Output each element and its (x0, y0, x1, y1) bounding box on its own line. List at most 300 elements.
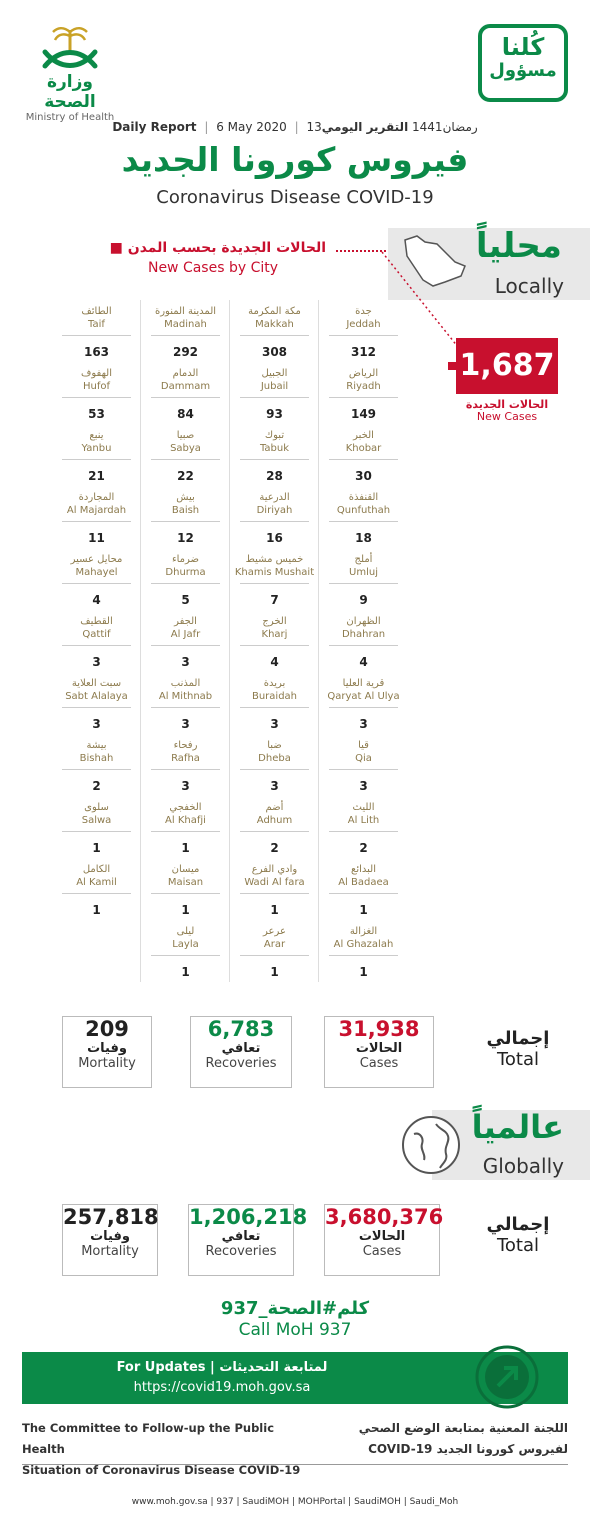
city-name-ar: الخفجي (169, 802, 202, 813)
updates-en: For Updates (116, 1360, 206, 1375)
city-name-en: Al Badaea (338, 877, 389, 888)
local-total-en: Total (496, 1049, 540, 1070)
city-name-ar: ضرماء (171, 554, 200, 565)
global-total-label (468, 1214, 568, 1256)
city-name-en: Maisan (167, 877, 204, 888)
city-row (52, 920, 408, 982)
cell-divider (151, 707, 220, 708)
city-cell (141, 486, 230, 548)
city-cell (230, 424, 319, 486)
report-ar: التقرير اليومي (321, 120, 409, 134)
city-name-ar: محايل عسير (70, 554, 123, 565)
city-name-en: Hufof (82, 381, 111, 392)
city-case-count: 11 (88, 531, 105, 545)
city-name-en: Adhum (256, 815, 293, 826)
cell-divider (151, 521, 220, 522)
city-case-count: 3 (92, 655, 101, 669)
city-case-count: 3 (181, 655, 190, 669)
city-cell (230, 734, 319, 796)
city-name-en: Al Ghazalah (333, 939, 394, 950)
city-case-count: 4 (92, 593, 101, 607)
city-cell (230, 920, 319, 982)
global-cases-ar: الحالات (358, 1229, 406, 1244)
city-name-ar: بيش (176, 492, 195, 503)
city-cell (141, 300, 230, 362)
city-case-count: 5 (181, 593, 190, 607)
masool-text: مسؤول (489, 60, 557, 81)
city-case-count: 3 (181, 779, 190, 793)
city-name-ar: سلوى (84, 802, 109, 813)
city-case-count: 3 (359, 717, 368, 731)
city-cases-grid (52, 300, 408, 982)
city-row (52, 362, 408, 424)
city-case-count: 4 (359, 655, 368, 669)
city-cell (141, 672, 230, 734)
city-cell (52, 300, 141, 362)
cell-divider (62, 583, 131, 584)
committee-en-line1: The Committee to Follow-up the Public Health (22, 1421, 275, 1456)
city-cell (52, 734, 141, 796)
city-name-ar: ليلى (176, 926, 195, 937)
city-cell (230, 610, 319, 672)
city-case-count: 30 (355, 469, 372, 483)
city-name-ar: عرعر (263, 926, 286, 937)
city-name-en: Sabt Alalaya (65, 691, 128, 702)
new-cases-by-city-title-ar: الحالات الجديدة بحسب المدن ■ (109, 240, 326, 256)
cell-divider (151, 335, 220, 336)
committee-ar (318, 1418, 568, 1460)
city-case-count (52, 960, 141, 965)
city-row (52, 424, 408, 486)
city-name-ar: رفحاء (173, 740, 198, 751)
city-case-count: 2 (359, 841, 368, 855)
city-name-en (52, 939, 141, 953)
footer-divider (22, 1464, 568, 1465)
city-name-en: Bishah (79, 753, 114, 764)
city-cell (230, 548, 319, 610)
city-name-en: Dhahran (341, 629, 386, 640)
city-name-en: Qia (355, 753, 372, 764)
new-cases-label-en: New Cases (476, 410, 538, 423)
city-cell (319, 796, 408, 858)
city-name-ar: الدرعية (259, 492, 290, 503)
city-case-count: 21 (88, 469, 105, 483)
city-cell (319, 610, 408, 672)
city-case-count: 18 (355, 531, 372, 545)
city-case-count: 1 (181, 903, 190, 917)
local-recoveries-en: Recoveries (205, 1056, 277, 1071)
global-mortality-card (62, 1204, 158, 1276)
cell-divider (240, 707, 309, 708)
city-cell (230, 362, 319, 424)
city-cell (230, 858, 319, 920)
call-moh-en[interactable]: Call MoH 937 (238, 1320, 352, 1340)
cell-divider (329, 893, 398, 894)
city-cell (319, 548, 408, 610)
city-name-en: Al Mithnab (158, 691, 213, 702)
city-name-en: Kharj (261, 629, 288, 640)
city-name-ar: ينبع (89, 430, 104, 441)
city-name-ar: الرياض (348, 368, 379, 379)
global-mortality-en: Mortality (81, 1244, 139, 1259)
city-name-ar: سبت العلاية (71, 678, 122, 689)
cell-divider (62, 831, 131, 832)
city-name-ar: الجبيل (261, 368, 288, 379)
city-name-ar: ضبا (267, 740, 282, 751)
city-cell (230, 796, 319, 858)
city-cell (230, 672, 319, 734)
local-cases-value: 31,938 (338, 1017, 420, 1041)
city-name-ar: الظهران (346, 616, 381, 627)
city-case-count: 1 (181, 965, 190, 979)
city-cell (141, 858, 230, 920)
city-name-en: Tabuk (259, 443, 290, 454)
city-case-count: 1 (270, 965, 279, 979)
city-name-ar: الدمام (172, 368, 199, 379)
report-hijri: 13رمضان1441 (306, 120, 478, 134)
city-cell (52, 920, 141, 982)
city-row (52, 548, 408, 610)
updates-title: For Updates | لمتابعة التحديثات (116, 1360, 328, 1375)
local-recoveries-ar: تعافي (221, 1041, 261, 1056)
global-recoveries-ar: تعافي (221, 1229, 261, 1244)
global-total-en: Total (496, 1235, 540, 1256)
city-case-count: 149 (350, 407, 377, 421)
new-cases-label-ar: الحالات الجديدة (465, 398, 549, 411)
cell-divider (240, 583, 309, 584)
city-name-ar: خميس مشيط (245, 554, 304, 565)
city-name-ar: الجفر (174, 616, 197, 627)
city-name-en: Umluj (349, 567, 378, 578)
local-recoveries-value: 6,783 (207, 1017, 275, 1041)
city-name-ar: الليث (352, 802, 375, 813)
city-cell (141, 362, 230, 424)
cell-divider (151, 459, 220, 460)
city-case-count: 9 (359, 593, 368, 607)
city-case-count: 292 (172, 345, 199, 359)
city-row (52, 672, 408, 734)
local-mortality-ar: وفيات (87, 1041, 127, 1056)
city-name-en: Madinah (164, 319, 207, 330)
cell-divider (329, 335, 398, 336)
kolona-masool-logo (478, 24, 568, 102)
city-case-count: 7 (270, 593, 279, 607)
cell-divider (62, 459, 131, 460)
city-cell (141, 610, 230, 672)
report-line: Daily Report | 6 May 2020 | 13رمضان1441 التقرير اليومي (112, 120, 478, 134)
city-name-en: Layla (172, 939, 199, 950)
city-name-en: Al Lith (347, 815, 380, 826)
local-total-label (468, 1028, 568, 1070)
city-name-en: Khamis Mushait (234, 567, 315, 578)
city-name-ar: جدة (355, 306, 372, 317)
cell-divider (240, 645, 309, 646)
city-name-ar: الطائف (81, 306, 112, 317)
moh-logo (20, 22, 120, 123)
city-name-en: Jeddah (346, 319, 381, 330)
city-name-en: Taif (88, 319, 105, 330)
city-name-ar: البدائع (351, 864, 376, 875)
city-case-count: 3 (181, 717, 190, 731)
city-case-count: 1 (359, 965, 368, 979)
global-recoveries-en: Recoveries (205, 1244, 277, 1259)
locally-label-ar: محلياً (475, 226, 562, 266)
call-hashtag-ar: كلم#الصحة_937 (220, 1298, 370, 1319)
global-mortality-ar: وفيات (90, 1229, 130, 1244)
city-name-ar: بريدة (263, 678, 286, 689)
city-case-count: 22 (177, 469, 194, 483)
cell-divider (240, 769, 309, 770)
city-cell (141, 424, 230, 486)
updates-ar: لمتابعة التحديثات (219, 1360, 328, 1375)
city-name-en: Dhurma (165, 567, 206, 578)
city-name-ar: أضم (265, 802, 284, 813)
city-name-en: Baish (171, 505, 200, 516)
global-recoveries-value: 1,206,218 (189, 1205, 308, 1229)
city-cell (52, 362, 141, 424)
dotted-connector (336, 250, 386, 252)
city-cell (141, 920, 230, 982)
global-cases-card (324, 1204, 444, 1276)
social-links[interactable]: www.moh.gov.sa | 937 | SaudiMOH | MOHPortal | SaudiMOH | Saudi_Moh (131, 1497, 459, 1507)
city-name-en: Diriyah (256, 505, 293, 516)
city-name-ar: الخبر (353, 430, 374, 441)
city-case-count: 4 (270, 655, 279, 669)
city-name-ar: صبيا (176, 430, 195, 441)
page-title-en: Coronavirus Disease COVID-19 (156, 187, 434, 208)
city-cell (52, 424, 141, 486)
city-name-ar: الغزالة (349, 926, 378, 937)
city-name-ar (52, 926, 141, 939)
city-name-ar: أملج (354, 554, 373, 565)
city-case-count: 53 (88, 407, 105, 421)
cell-divider (329, 645, 398, 646)
city-name-ar: بيشة (86, 740, 107, 751)
global-cases-value: 3,680,376 (325, 1205, 444, 1229)
city-cell (319, 920, 408, 982)
cell-divider (329, 583, 398, 584)
city-cell (230, 486, 319, 548)
city-name-en: Al Kamil (76, 877, 117, 888)
city-case-count: 3 (92, 717, 101, 731)
arrow-circle-icon (474, 1344, 540, 1410)
city-name-en: Yanbu (81, 443, 112, 454)
cell-divider (62, 645, 131, 646)
city-name-ar: قيا (358, 740, 369, 751)
city-case-count: 28 (266, 469, 283, 483)
city-case-count: 12 (177, 531, 194, 545)
city-case-count: 84 (177, 407, 194, 421)
city-cell (141, 734, 230, 796)
updates-banner[interactable] (22, 1352, 568, 1404)
city-case-count: 1 (270, 903, 279, 917)
city-case-count: 16 (266, 531, 283, 545)
city-name-ar: المجاردة (78, 492, 115, 503)
city-case-count: 3 (359, 779, 368, 793)
city-name-ar: قرية العليا (342, 678, 385, 689)
palm-swords-emblem-icon (35, 22, 105, 72)
city-row (52, 858, 408, 920)
city-case-count: 1 (359, 903, 368, 917)
city-name-en: Qunfuthah (336, 505, 391, 516)
city-cell (319, 300, 408, 362)
page-title-ar: فيروس كورونا الجديد (121, 140, 469, 179)
city-case-count: 1 (92, 903, 101, 917)
city-cell (230, 300, 319, 362)
city-name-en: Al Jafr (170, 629, 201, 640)
cell-divider (240, 335, 309, 336)
cell-divider (151, 955, 220, 956)
city-cell (52, 610, 141, 672)
cell-divider (329, 459, 398, 460)
city-case-count: 2 (270, 841, 279, 855)
cell-divider (240, 955, 309, 956)
updates-url-link[interactable]: https://covid19.moh.gov.sa (133, 1380, 311, 1395)
moh-name-ar: وزارة الصحة (44, 72, 96, 112)
locally-label-en: Locally (494, 274, 564, 298)
globe-icon (400, 1114, 462, 1176)
cell-divider (240, 521, 309, 522)
cell-divider (151, 645, 220, 646)
cell-divider (329, 521, 398, 522)
cell-divider (329, 955, 398, 956)
city-name-en: Khobar (345, 443, 382, 454)
globally-label-en: Globally (482, 1154, 564, 1178)
cell-divider (240, 893, 309, 894)
cell-divider (151, 769, 220, 770)
cell-divider (329, 397, 398, 398)
cell-divider (62, 893, 131, 894)
city-name-ar: المذنب (170, 678, 201, 689)
city-case-count: 308 (261, 345, 288, 359)
city-cell (319, 486, 408, 548)
city-name-en: Buraidah (251, 691, 298, 702)
moh-name-en: Ministry of Health (25, 112, 115, 123)
city-row (52, 610, 408, 672)
city-name-en: Mahayel (75, 567, 118, 578)
globally-label-ar: عالمياً (471, 1108, 564, 1146)
cell-divider (62, 335, 131, 336)
city-cell (52, 548, 141, 610)
city-name-en: Qattif (82, 629, 111, 640)
new-cases-by-city-title-en: New Cases by City (147, 260, 279, 276)
local-cases-ar: الحالات (355, 1041, 403, 1056)
cell-divider (62, 707, 131, 708)
city-case-count: 1 (181, 841, 190, 855)
city-case-count: 2 (92, 779, 101, 793)
city-name-ar: وادي الفرع (251, 864, 298, 875)
city-cell (319, 734, 408, 796)
city-cell (319, 362, 408, 424)
city-name-ar: الكامل (82, 864, 111, 875)
city-cell (52, 858, 141, 920)
city-name-en: Arar (263, 939, 286, 950)
city-case-count: 93 (266, 407, 283, 421)
cell-divider (151, 831, 220, 832)
global-recoveries-card (188, 1204, 308, 1276)
city-name-ar: القنفذة (348, 492, 379, 503)
city-name-en: Qaryat Al Ulya (327, 691, 400, 702)
city-name-ar: تبوك (264, 430, 285, 441)
cell-divider (62, 769, 131, 770)
city-case-count: 3 (270, 717, 279, 731)
city-case-count: 1 (92, 841, 101, 855)
city-name-en: Dammam (160, 381, 211, 392)
committee-en-line2: Situation of Coronavirus Disease COVID-19 (22, 1463, 301, 1477)
cell-divider (151, 893, 220, 894)
city-title-ar-text: الحالات الجديدة بحسب المدن (127, 240, 326, 256)
city-case-count: 163 (83, 345, 110, 359)
local-mortality-value: 209 (85, 1017, 129, 1041)
global-total-ar: إجمالي (486, 1214, 550, 1235)
cell-divider (329, 769, 398, 770)
city-name-ar: مكة المكرمة (248, 306, 301, 317)
local-total-ar: إجمالي (486, 1028, 550, 1049)
committee-ar-line1: اللجنة المعنية بمتابعة الوضع الصحي (358, 1421, 568, 1435)
local-mortality-card (62, 1016, 152, 1088)
global-mortality-value: 257,818 (63, 1205, 159, 1229)
city-row (52, 796, 408, 858)
local-mortality-en: Mortality (78, 1056, 136, 1071)
city-name-en: Riyadh (346, 381, 381, 392)
global-cases-en: Cases (362, 1244, 402, 1259)
cell-divider (240, 831, 309, 832)
city-name-ar: المدينة المنورة (154, 306, 217, 317)
local-recoveries-card (190, 1016, 292, 1088)
committee-ar-line2: لفيروس كورونا الجديد COVID-19 (368, 1442, 568, 1456)
city-cell (319, 858, 408, 920)
city-name-en: Al Majardah (66, 505, 127, 516)
city-name-en: Sabya (170, 443, 201, 454)
city-case-count: 312 (350, 345, 377, 359)
cell-divider (62, 521, 131, 522)
city-name-en: Al Khafji (165, 815, 206, 826)
city-name-ar: ميسان (171, 864, 200, 875)
cell-divider (240, 397, 309, 398)
report-date: 6 May 2020 (216, 120, 287, 134)
city-name-ar: القطيف (80, 616, 113, 627)
new-cases-total: 1,687 (456, 338, 558, 394)
city-row (52, 734, 408, 796)
cell-divider (151, 583, 220, 584)
city-case-count: 3 (270, 779, 279, 793)
city-name-ar: الخرج (262, 616, 287, 627)
city-row (52, 300, 408, 362)
city-name-en: Salwa (81, 815, 112, 826)
city-name-en: Dheba (258, 753, 291, 764)
city-name-ar: الهفوف (80, 368, 113, 379)
city-name-en: Jubail (260, 381, 289, 392)
cell-divider (329, 831, 398, 832)
city-cell (141, 548, 230, 610)
cell-divider (329, 707, 398, 708)
committee-en (22, 1418, 312, 1481)
city-name-en: Wadi Al fara (244, 877, 305, 888)
city-cell (52, 796, 141, 858)
city-cell (52, 486, 141, 548)
report-en: Daily Report (112, 120, 197, 134)
cell-divider (240, 459, 309, 460)
local-cases-card (324, 1016, 434, 1088)
city-name-en: Makkah (255, 319, 294, 330)
city-cell (319, 424, 408, 486)
city-row (52, 486, 408, 548)
local-cases-en: Cases (359, 1056, 399, 1071)
cell-divider (151, 397, 220, 398)
cell-divider (62, 397, 131, 398)
city-cell (319, 672, 408, 734)
kolona-text: كُلنا (501, 33, 545, 61)
